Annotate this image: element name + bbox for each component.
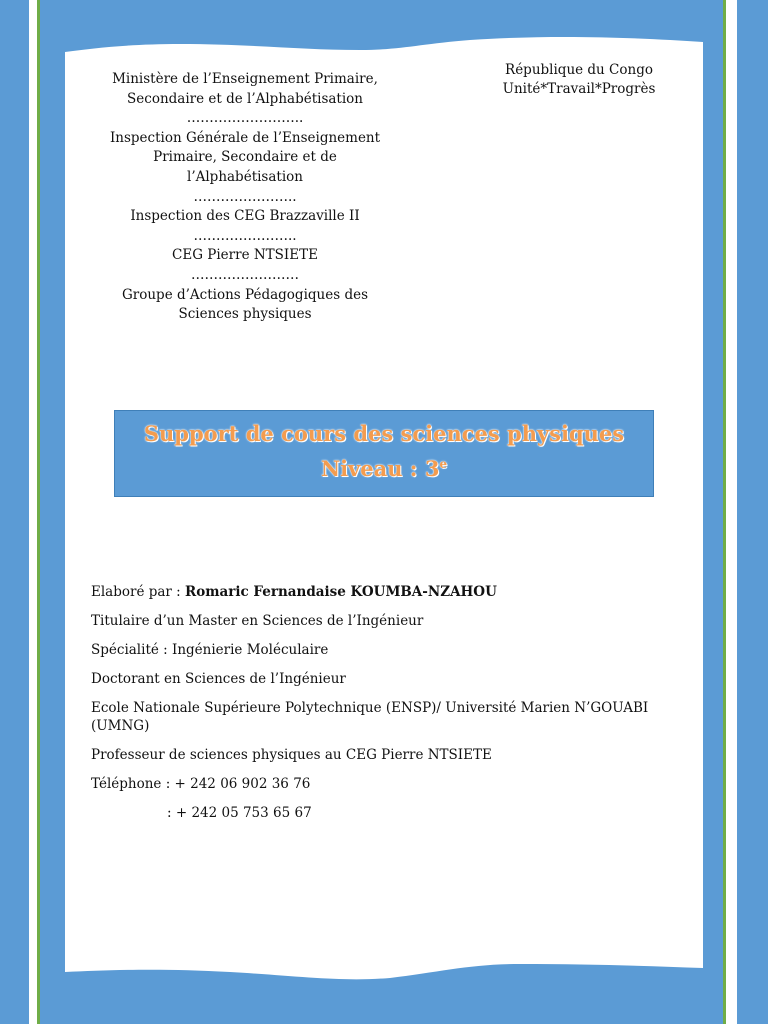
ministry-line: Secondaire et de l’Alphabétisation [127,90,363,107]
inspection-generale-line: l’Alphabétisation [187,168,303,185]
left-inner-bar [40,0,65,1024]
right-outer-bar [737,0,768,1024]
inspection-generale-line: Primaire, Secondaire et de [153,149,337,166]
ministry-line: Ministère de l’Enseignement Primaire, [112,71,378,87]
ministry-separator: …………………….. [186,110,304,127]
left-outer-bar [0,0,29,1024]
republic-header [486,61,672,99]
inspection-generale-line: Inspection Générale de l’Enseignement [109,129,381,146]
degree-line: Titulaire d’un Master en Sciences de l’Ingénieur [91,613,424,629]
inspection-ceg-line: Inspection des CEG Brazzaville II [130,208,360,225]
level-superscript: e [439,457,448,471]
level-label: Niveau : 3 [320,456,440,481]
bottom-wave-band [65,964,703,1024]
title-box [114,410,654,497]
inspection-ceg-separator: ………………….. [193,227,297,244]
document-title: Support de cours des sciences physiques [143,421,625,446]
specialty-line: Spécialité : Ingénierie Moléculaire [91,642,329,658]
right-green-line [723,0,726,1024]
group-line: Groupe d’Actions Pédagogiques des [122,286,368,303]
author-info [91,583,671,833]
left-green-line [37,0,40,1024]
phone-line-2: : + 242 05 753 65 67 [167,805,312,821]
doctorate-line: Doctorant en Sciences de l’Ingénieur [91,671,346,687]
country-name: République du Congo [505,62,653,78]
country-motto: Unité*Travail*Progrès [502,81,656,97]
right-inner-bar [703,0,723,1024]
top-wave-band [65,0,703,52]
school-affiliation-line: Ecole Nationale Supérieure Polytechnique (ENSP)/ Université Marien N’GOUABI (UMNG) [91,700,649,734]
inspection-separator: ………………….. [193,188,297,205]
group-line: Sciences physiques [178,306,312,323]
author-name: Romaric Fernandaise KOUMBA-NZAHOU [185,584,497,600]
teacher-line: Professeur de sciences physiques au CEG Pierre NTSIETE [91,747,492,763]
level-title [115,456,653,481]
author-line [91,583,671,601]
ministry-header [100,70,390,325]
school-separator: …………………… [191,266,299,283]
phone-line: Téléphone : + 242 06 902 36 76 [91,776,311,792]
school-name: CEG Pierre NTSIETE [172,247,318,264]
author-prefix: Elaboré par : [91,584,185,600]
